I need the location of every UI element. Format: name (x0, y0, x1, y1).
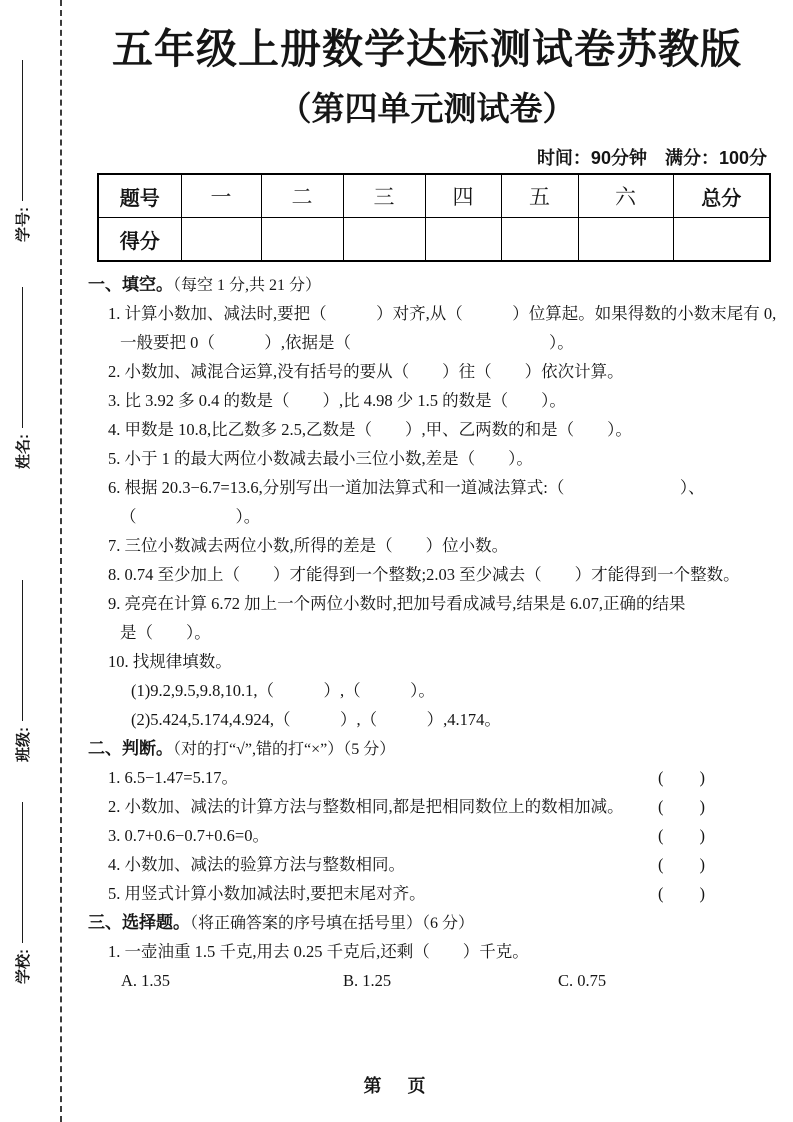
fill-blank-q10-sub1: (1)9.2,9.5,9.8,10.1,（ ）,（ ）。 (131, 681, 435, 701)
choice-q1-text: 1. 一壶油重 1.5 千克,用去 0.25 千克后,还剩（ ）千克。 (108, 942, 529, 962)
score-cell[interactable] (578, 218, 673, 262)
score-cell[interactable] (181, 218, 261, 262)
judge-q3-answer-bracket[interactable]: ( ) (658, 826, 706, 846)
section-3-heading (88, 908, 769, 937)
fill-blank-q5: 5. 小于 1 的最大两位小数减去最小三位小数,差是（ ）。 (108, 449, 533, 469)
school-label: 学校: (14, 949, 32, 984)
judge-q3 (88, 821, 706, 850)
col-three: 三 (343, 174, 425, 218)
choice-q1-options (88, 966, 769, 995)
section-1-heading (88, 270, 769, 299)
section-2-note: （对的打“√”,错的打“×”）（5 分） (173, 741, 396, 759)
class-label: 班级: (14, 727, 32, 762)
fill-blank-q4: 4. 甲数是 10.8,比乙数多 2.5,乙数是（ ）,甲、乙两数的和是（ ）。 (108, 420, 632, 440)
judge-q1-answer-bracket[interactable]: ( ) (658, 768, 706, 788)
score-cell[interactable] (425, 218, 501, 262)
exam-time-score-meta: 时间：90分钟 满分：100分 (536, 148, 767, 169)
fill-blank-q1-line1: 1. 计算小数加、减法时,要把（ ）对齐,从（ ）位算起。如果得数的小数末尾有 0, (108, 304, 777, 324)
choice-q1-option-b[interactable]: B. 1.25 (343, 971, 392, 991)
fill-blank-q10-sub2: (2)5.424,5.174,4.924,（ ）,（ ）,4.174。 (131, 710, 501, 730)
judge-q4-answer-bracket[interactable]: ( ) (658, 855, 706, 875)
student-name-blank-line[interactable] (22, 287, 23, 428)
judge-q2-answer-bracket[interactable]: ( ) (658, 797, 706, 817)
score-table (97, 173, 771, 262)
judge-q1-text: 1. 6.5−1.47=5.17。 (108, 768, 238, 788)
fill-blank-q10: 10. 找规律填数。 (108, 652, 232, 672)
judge-q5-text: 5. 用竖式计算小数加减法时,要把末尾对齐。 (108, 884, 426, 904)
school-field (10, 802, 34, 984)
page-subtitle: （第四单元测试卷） (278, 90, 576, 128)
judge-q2 (88, 792, 706, 821)
fill-blank-q1-line2: 一般要把 0（ ）,依据是（ ）。 (120, 333, 574, 353)
student-name-label: 姓名: (14, 434, 32, 469)
section-3-title: 三、选择题。 (88, 913, 190, 933)
section-3-note: （将正确答案的序号填在括号里）（6 分） (190, 915, 475, 933)
choice-q1-option-c[interactable]: C. 0.75 (558, 971, 607, 991)
section-2-heading (88, 734, 769, 763)
col-four: 四 (425, 174, 501, 218)
class-blank-line[interactable] (22, 580, 23, 721)
fold-dashed-line (60, 0, 62, 1122)
section-2-title: 二、判断。 (88, 739, 173, 759)
col-one: 一 (181, 174, 261, 218)
fill-blank-q2: 2. 小数加、减混合运算,没有括号的要从（ ）往（ ）依次计算。 (108, 362, 624, 382)
page-title: 五年级上册数学达标测试卷苏教版 (112, 26, 742, 72)
student-name-field (10, 287, 34, 469)
judge-q2-text: 2. 小数加、减法的计算方法与整数相同,都是把相同数位上的数相加减。 (108, 797, 624, 817)
col-six: 六 (578, 174, 673, 218)
score-cell[interactable] (673, 218, 770, 262)
judge-q4 (88, 850, 706, 879)
fill-blank-q9-line2: 是（ ）。 (120, 623, 211, 643)
col-two: 二 (261, 174, 343, 218)
judge-q5 (88, 879, 706, 908)
judge-q5-answer-bracket[interactable]: ( ) (658, 884, 706, 904)
judge-q1 (88, 763, 706, 792)
school-blank-line[interactable] (22, 802, 23, 943)
score-table-score-row (98, 218, 770, 262)
judge-q4-text: 4. 小数加、减法的验算方法与整数相同。 (108, 855, 405, 875)
student-id-field (10, 60, 34, 242)
col-five: 五 (501, 174, 578, 218)
score-cell[interactable] (261, 218, 343, 262)
fill-blank-q3: 3. 比 3.92 多 0.4 的数是（ ）,比 4.98 少 1.5 的数是（ ）。 (108, 391, 566, 411)
class-field (10, 580, 34, 762)
section-1-note: （每空 1 分,共 21 分） (173, 277, 322, 295)
section-1-title: 一、填空。 (88, 275, 173, 295)
fill-blank-q7: 7. 三位小数减去两位小数,所得的差是（ ）位小数。 (108, 536, 509, 556)
score-table-header-row (98, 174, 770, 218)
fill-blank-q9-line1: 9. 亮亮在计算 6.72 加上一个两位小数时,把加号看成减号,结果是 6.07,正确的结果 (108, 594, 686, 614)
score-cell[interactable] (343, 218, 425, 262)
student-id-label: 学号: (14, 207, 32, 242)
student-id-blank-line[interactable] (22, 60, 23, 201)
fill-blank-q8: 8. 0.74 至少加上（ ）才能得到一个整数;2.03 至少减去（ ）才能得到一个整数。 (108, 565, 740, 585)
score-cell[interactable] (501, 218, 578, 262)
score-row-label: 得分 (98, 218, 181, 262)
fill-blank-q6-line1: 6. 根据 20.3−6.7=13.6,分别写出一道加法算式和一道减法算式:（ ）、 (108, 478, 705, 498)
judge-q3-text: 3. 0.7+0.6−0.7+0.6=0。 (108, 826, 269, 846)
fill-blank-q6-line2: （ ）。 (120, 507, 261, 527)
total-score-header: 总分 (673, 174, 770, 218)
paper-body (85, 0, 777, 995)
question-number-header: 题号 (98, 174, 181, 218)
page-footer: 第 页 (363, 1076, 430, 1096)
choice-q1-option-a[interactable]: A. 1.35 (121, 971, 171, 991)
question-sections (88, 270, 777, 995)
